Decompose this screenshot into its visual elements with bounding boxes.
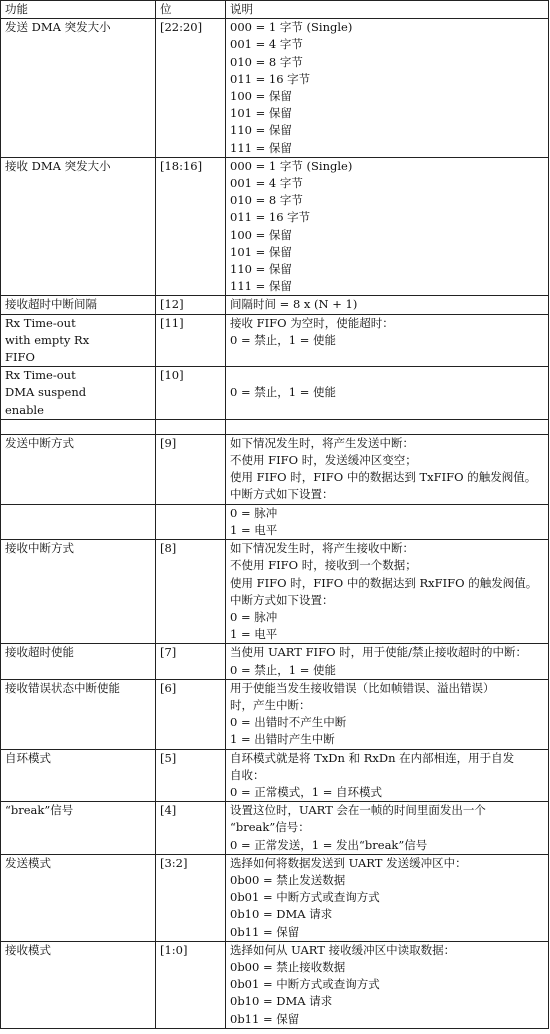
description-line: 0 = 正常发送，1 = 发出“break”信号 [230,837,428,852]
description-line: 0b00 = 禁止发送数据 [230,872,346,887]
function-line: 接收 DMA 突发大小 [5,158,111,173]
description-cell [226,19,549,158]
function-line: Rx Time-out [5,368,76,383]
function-cell [1,679,156,749]
description-line: 0 = 禁止，1 = 使能 [230,385,337,400]
table-row [1,941,549,1028]
bit-cell: [4] [156,802,226,855]
description-line: 111 = 保留 [230,279,292,294]
table-row [1,19,549,158]
bit-cell: [22:20] [156,19,226,158]
description-cell [226,367,549,420]
bit-cell: [3:2] [156,854,226,941]
function-line: Rx Time-out [5,315,76,330]
function-cell [1,540,156,644]
description-line: 0b01 = 中断方式或查询方式 [230,977,380,992]
function-cell [1,854,156,941]
description-line: 100 = 保留 [230,227,292,242]
description-line: 1 = 出错时产生中断 [230,732,335,747]
description-line: 选择如何从 UART 接收缓冲区中读取数据： [230,942,456,957]
description-line: 0 = 脉冲 [230,609,278,624]
header-function: 功能 [1,1,156,19]
function-cell [1,157,156,296]
description-line: 中断方式如下设置： [230,487,334,502]
function-line: 接收错误状态中断使能 [5,680,120,695]
bit-cell: [9] [156,434,226,504]
table-row [1,367,549,420]
description-line: 0b00 = 禁止接收数据 [230,959,346,974]
function-cell [1,504,156,539]
description-line: 不使用 FIFO 时，接收到一个数据； [230,558,417,573]
description-cell [226,749,549,802]
description-line: 0b11 = 保留 [230,924,300,939]
description-line: 如下情况发生时，将产生接收中断： [230,541,414,556]
function-line: 接收中断方式 [5,541,74,556]
function-line: FIFO [5,350,35,365]
description-line: 1 = 电平 [230,627,278,642]
description-line: 0b10 = DMA 请求 [230,994,333,1009]
description-line: 不使用 FIFO 时，发送缓冲区变空； [230,453,417,468]
description-line: 设置这位时，UART 会在一帧的时间里面发出一个 [230,803,486,818]
description-line: 用于使能当发生接收错误（比如帧错误、溢出错误） [230,680,495,695]
description-cell [226,644,549,679]
description-cell [226,941,549,1028]
description-cell [226,296,549,314]
description-line: 0b01 = 中断方式或查询方式 [230,890,380,905]
description-line: 0 = 正常模式，1 = 自环模式 [230,784,383,799]
description-line: 110 = 保留 [230,262,292,277]
bit-cell: [1:0] [156,941,226,1028]
function-line: 接收模式 [5,942,51,957]
description-line: 001 = 4 字节 [230,176,303,191]
empty-cell [1,419,156,434]
function-line: 发送 DMA 突发大小 [5,20,111,35]
description-line: 010 = 8 字节 [230,54,303,69]
function-line: 发送中断方式 [5,435,74,450]
description-line: 000 = 1 字节 (Single) [230,158,353,173]
description-line: 间隔时间 = 8 x (N + 1) [230,297,358,312]
function-cell [1,749,156,802]
table-row [1,540,549,644]
description-line: 101 = 保留 [230,244,292,259]
header-description: 说明 [226,1,549,19]
description-cell [226,679,549,749]
description-line: 101 = 保留 [230,106,292,121]
table-header-row [1,1,549,19]
function-line: 接收超时使能 [5,645,74,660]
bit-cell: [8] [156,540,226,644]
bit-cell: [18:16] [156,157,226,296]
function-line: enable [5,402,44,417]
description-line: 中断方式如下设置： [230,592,334,607]
function-line: DMA suspend [5,385,87,400]
bit-cell: [11] [156,314,226,367]
description-cell [226,434,549,504]
empty-cell [226,419,549,434]
description-line: 0 = 禁止，1 = 使能 [230,332,337,347]
description-line: 001 = 4 字节 [230,37,303,52]
empty-cell [156,419,226,434]
function-line: with empty Rx [5,332,90,347]
spacer-row [1,419,549,434]
table-row [1,314,549,367]
function-cell [1,296,156,314]
description-line: 时，产生中断： [230,697,311,712]
description-line: 110 = 保留 [230,123,292,138]
description-cell [226,157,549,296]
function-cell [1,19,156,158]
description-cell [226,854,549,941]
function-cell [1,941,156,1028]
description-cell [226,802,549,855]
table-row [1,679,549,749]
description-line: 011 = 16 字节 [230,71,311,86]
function-line: 接收超时中断间隔 [5,297,97,312]
function-line: “break”信号 [5,803,74,818]
function-cell [1,314,156,367]
header-bit: 位 [156,1,226,19]
description-cell [226,540,549,644]
description-line: 0 = 出错时不产生中断 [230,715,347,730]
description-cell [226,314,549,367]
description-line: 使用 FIFO 时，FIFO 中的数据达到 RxFIFO 的触发阀值。 [230,575,538,590]
table-row [1,296,549,314]
description-line: 0b11 = 保留 [230,1011,300,1026]
table-row [1,802,549,855]
table-row [1,854,549,941]
description-line: 自环模式就是将 TxDn 和 RxDn 在内部相连，用于自发 [230,750,515,765]
table-row [1,434,549,504]
description-line: 使用 FIFO 时，FIFO 中的数据达到 TxFIFO 的触发阀值。 [230,470,537,485]
function-cell [1,644,156,679]
bit-cell: [5] [156,749,226,802]
function-line: 自环模式 [5,750,51,765]
description-line: 0 = 禁止，1 = 使能 [230,662,337,677]
description-line: 000 = 1 字节 (Single) [230,20,353,35]
function-cell [1,802,156,855]
description-line: 自收： [230,767,265,782]
bit-cell: [10] [156,367,226,420]
bit-cell: [7] [156,644,226,679]
description-line: 如下情况发生时，将产生发送中断： [230,435,414,450]
description-line: 选择如何将数据发送到 UART 发送缓冲区中： [230,855,467,870]
function-cell [1,434,156,504]
table-row [1,157,549,296]
bit-cell: [6] [156,679,226,749]
table-row [1,644,549,679]
description-line: 010 = 8 字节 [230,193,303,208]
description-line: 011 = 16 字节 [230,210,311,225]
bit-cell [156,504,226,539]
function-line: 发送模式 [5,855,51,870]
description-line: 0b10 = DMA 请求 [230,907,333,922]
function-cell [1,367,156,420]
description-line: 接收 FIFO 为空时，使能超时： [230,315,394,330]
description-line: “break”信号： [230,820,310,835]
bit-cell: [12] [156,296,226,314]
description-line: 0 = 脉冲 [230,505,278,520]
description-line: 当使用 UART FIFO 时，用于使能/禁止接收超时的中断： [230,645,528,660]
table-row [1,749,549,802]
description-line: 1 = 电平 [230,522,278,537]
description-cell [226,504,549,539]
description-line: 111 = 保留 [230,140,292,155]
table-row [1,504,549,539]
description-line: 100 = 保留 [230,89,292,104]
